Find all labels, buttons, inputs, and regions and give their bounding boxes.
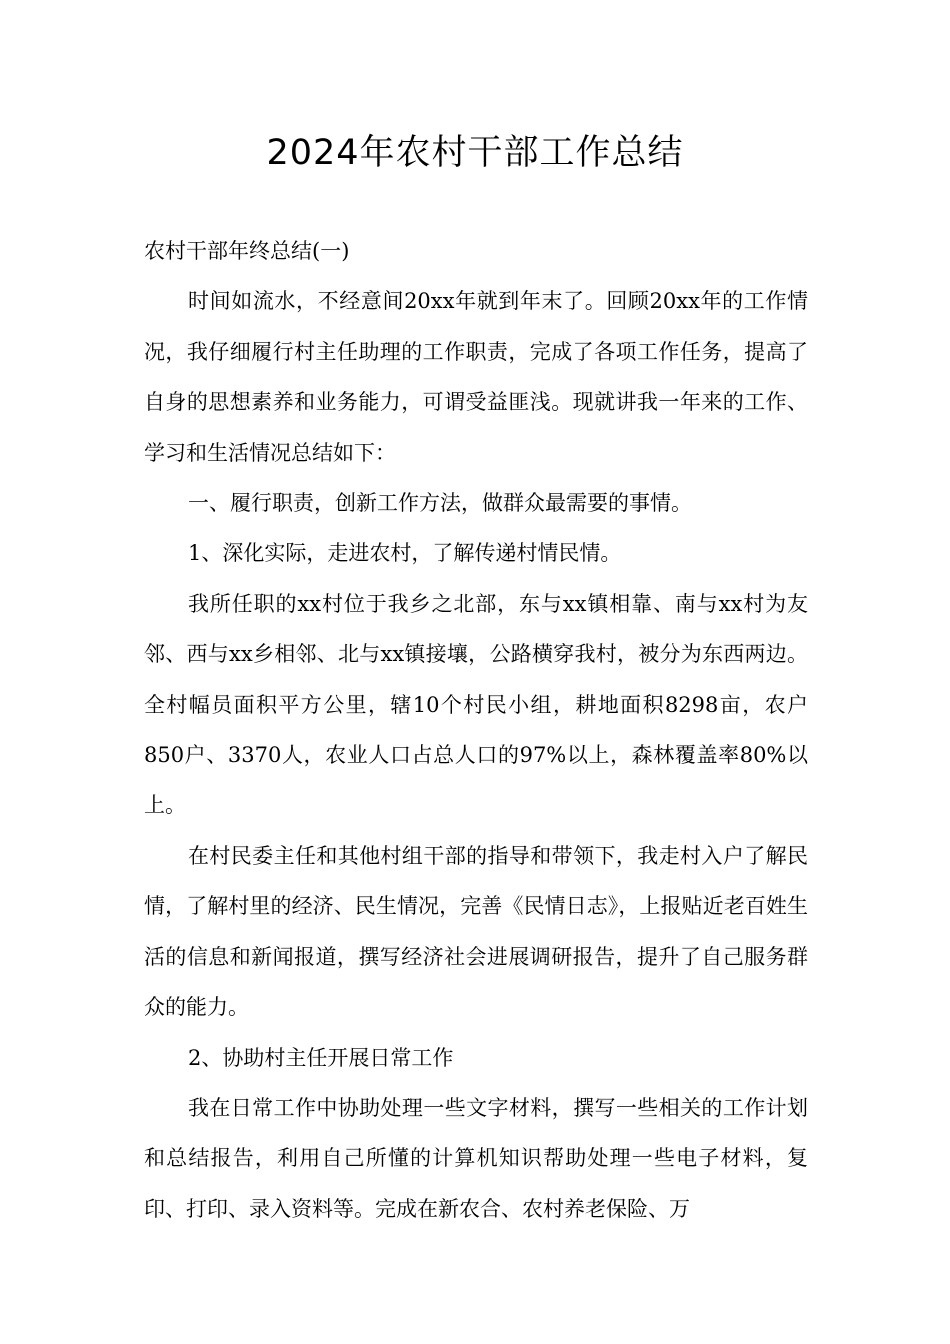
paragraph: 一、履行职责，创新工作方法，做群众最需要的事情。 xyxy=(188,491,692,516)
paragraph: 时间如流水，不经意间20xx年就到年末了。回顾20xx年的工作情况，我仔细履行村主任助理的工作职责，完成了各项工作任务，提高了自身的思想素养和业务能力，可谓受益匪浅。现就讲我一年来的工作、学习和生活情况总结如下： xyxy=(144,289,808,465)
paragraph: 1、深化实际，走进农村，了解传递村情民情。 xyxy=(188,541,622,566)
document-title: 2024年农村干部工作总结 xyxy=(266,133,684,173)
paragraph: 2、协助村主任开展日常工作 xyxy=(188,1045,454,1070)
document-body xyxy=(144,226,808,1234)
paragraph: 在村民委主任和其他村组干部的指导和带领下，我走村入户了解民情，了解村里的经济、民生情况，完善《民情日志》，上报贴近老百姓生活的信息和新闻报道，撰写经济社会进展调研报告，提升了自己服务群众的能力。 xyxy=(144,843,808,1020)
paragraph: 我所任职的xx村位于我乡之北部，东与xx镇相靠、南与xx村为友邻、西与xx乡相邻、北与xx镇接壤，公路横穿我村，被分为东西两边。全村幅员面积平方公里，辖10个村民小组，耕地面积8298亩，农户850户、3370人，农业人口占总人口的97%以上，森林覆盖率80%以上。 xyxy=(144,591,808,818)
section-heading: 农村干部年终总结(一) xyxy=(144,239,350,263)
paragraph: 我在日常工作中协助处理一些文字材料，撰写一些相关的工作计划和总结报告，利用自己所懂的计算机知识帮助处理一些电子材料，复印、打印、录入资料等。完成在新农合、农村养老保险、万 xyxy=(144,1095,808,1221)
